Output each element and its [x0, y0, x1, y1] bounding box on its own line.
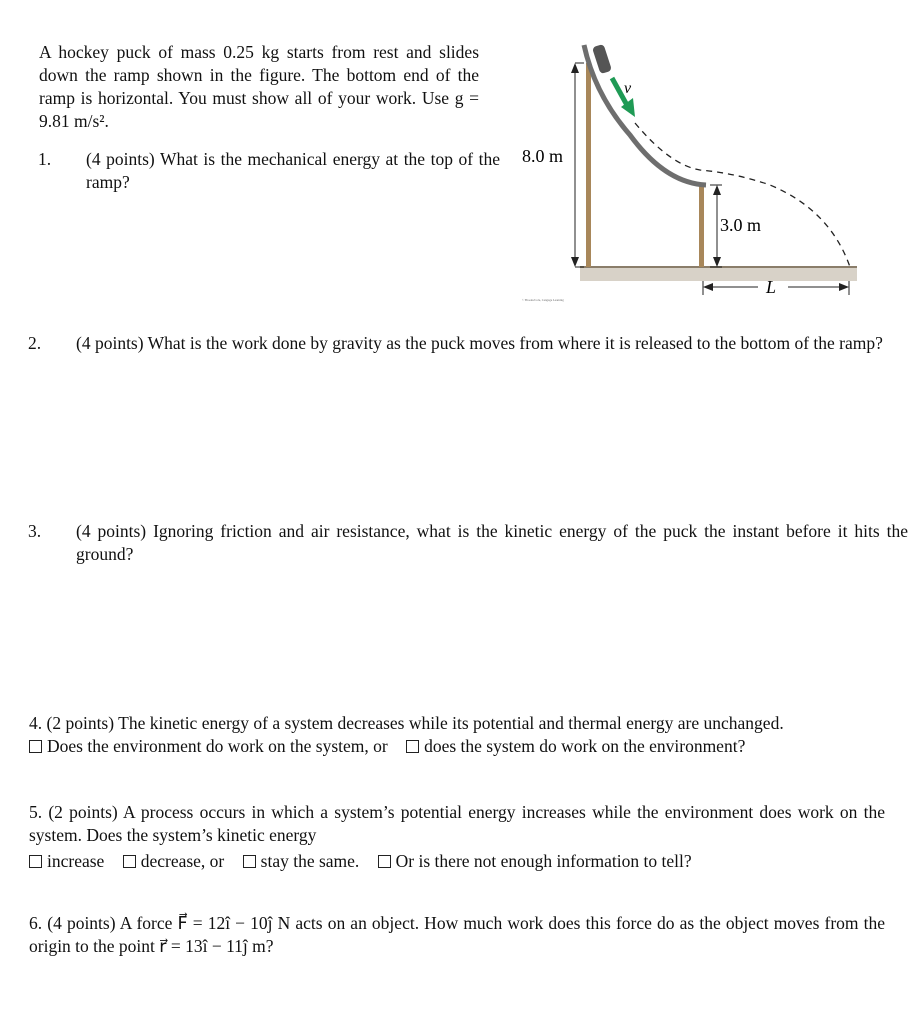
distance-label: L — [766, 277, 777, 297]
puck — [592, 44, 612, 74]
option-decrease[interactable]: decrease, or — [123, 851, 225, 871]
option-not-enough-info[interactable]: Or is there not enough information to tell? — [378, 851, 692, 871]
option-stay-same[interactable]: stay the same. — [243, 851, 360, 871]
checkbox[interactable] — [29, 855, 42, 868]
checkbox[interactable] — [378, 855, 391, 868]
checkbox[interactable] — [406, 740, 419, 753]
question-3: 3. (4 points) Ignoring friction and air resistance, what is the kinetic energy of the puck the instant before it hits the ground? — [28, 521, 908, 564]
height-right-label: 3.0 m — [720, 215, 762, 235]
option-increase[interactable]: increase — [29, 851, 104, 871]
intro-text: A hockey puck of mass 0.25 kg starts from rest and slides down the ramp shown in the figure. The bottom end of the ramp is horizontal. You must show all of your work. Use g = 9.81 m/s². — [39, 42, 479, 131]
velocity-label: v⃗ — [624, 80, 644, 97]
checkbox[interactable] — [243, 855, 256, 868]
figure-credit: © Brooks/Cole, Cengage Learning — [522, 298, 564, 302]
option-environment-does-work[interactable]: Does the environment do work on the system, or — [29, 736, 388, 756]
height-left-label: 8.0 m — [522, 146, 564, 166]
checkbox[interactable] — [29, 740, 42, 753]
right-post — [699, 185, 704, 267]
option-system-does-work[interactable]: does the system do work on the environment? — [406, 736, 745, 756]
question-5: 5. (2 points) A process occurs in which a system’s potential energy increases while the environment does work on the system. Does the system’s kinetic energy increase decrease, or stay the same. Or is there not enough information to tell? — [29, 802, 885, 871]
question-4: 4. (2 points) The kinetic energy of a system decreases while its potential and thermal energy are unchanged. Does the environment do work on the system, or does the system do work on the environment? — [29, 713, 784, 756]
ground — [580, 267, 857, 281]
question-6: 6. (4 points) A force F⃗ = 12î − 10ĵ N acts on an object. How much work does this force do as the object moves from the origin to the point r⃗ = 13î − 11ĵ m? — [29, 913, 886, 956]
left-post — [586, 63, 591, 267]
question-1: 1. (4 points) What is the mechanical energy at the top of the ramp? — [38, 149, 500, 192]
question-2: 2. (4 points) What is the work done by gravity as the puck moves from where it is released to the bottom of the ramp? — [28, 333, 883, 353]
checkbox[interactable] — [123, 855, 136, 868]
ramp-figure — [500, 35, 870, 315]
trajectory — [635, 123, 850, 267]
